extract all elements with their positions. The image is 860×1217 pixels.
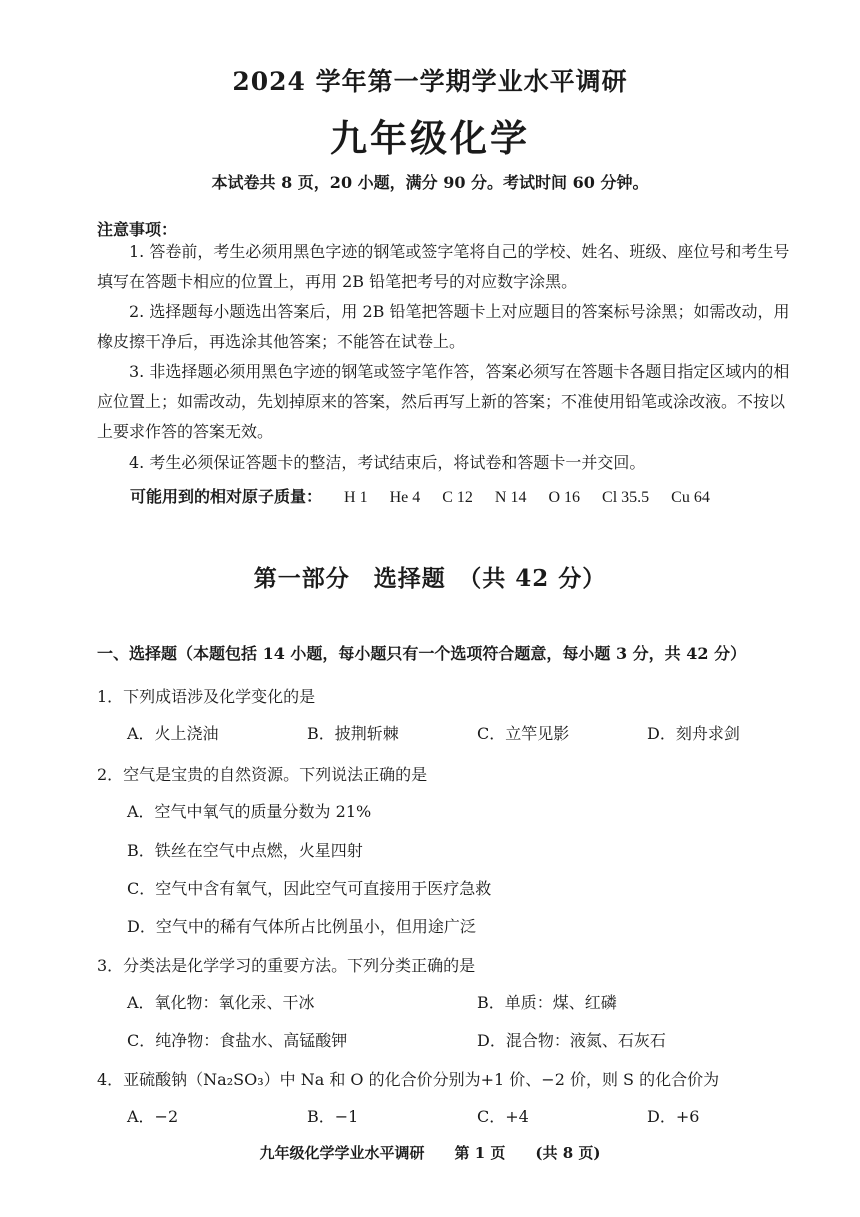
question-2-option-a: A．空气中氧气的质量分数为 21% bbox=[127, 802, 372, 821]
question-1-option-b: B．披荆斩棘 bbox=[307, 724, 399, 743]
note-item-4: 4. 考生必须保证答题卡的整洁，考试结束后，将试卷和答题卡一并交回。 bbox=[129, 453, 646, 472]
atomic-mass-h: H 1 bbox=[344, 489, 368, 506]
notes-heading: 注意事项： bbox=[97, 220, 178, 239]
question-4-option-a: A．−2 bbox=[127, 1107, 179, 1126]
exam-title-line1: 2024 学年第一学期学业水平调研 bbox=[232, 67, 628, 96]
question-1-option-a: A．火上浇油 bbox=[127, 724, 219, 743]
question-1-stem: 1．下列成语涉及化学变化的是 bbox=[97, 687, 316, 706]
note-item-2: 2. 选择题每小题选出答案后，用 2B 铅笔把答题卡上对应题目的答案标号涂黑；如需改动，用橡皮擦干净后，再选涂其他答案；不能答在试卷上。 bbox=[97, 302, 790, 351]
question-4-stem: 4．亚硫酸钠（Na₂SO₃）中 Na 和 O 的化合价分别为+1 价、−2 价，则 S 的化合价为 bbox=[97, 1070, 720, 1089]
question-1-option-d: D．刻舟求剑 bbox=[647, 724, 740, 743]
atomic-mass-o: O 16 bbox=[548, 489, 581, 506]
atomic-mass-he: He 4 bbox=[389, 489, 421, 506]
note-item-1: 1. 答卷前，考生必须用黑色字迹的钢笔或签字笔将自己的学校、姓名、班级、座位号和考生号填写在答题卡相应的位置上，再用 2B 铅笔把考号的对应数字涂黑。 bbox=[97, 242, 790, 291]
atomic-masses-label: 可能用到的相对原子质量： bbox=[130, 487, 323, 506]
note-item-3: 3. 非选择题必须用黑色字迹的钢笔或签字笔作答，答案必须写在答题卡各题目指定区域内的相应位置上；如需改动，先划掉原来的答案，然后再写上新的答案；不准使用铅笔或涂改液。不按以上要求作答的答案无效。 bbox=[97, 362, 790, 441]
question-3-option-b: B．单质：煤、红磷 bbox=[477, 993, 617, 1012]
question-2-option-b: B．铁丝在空气中点燃，火星四射 bbox=[127, 841, 363, 860]
atomic-masses bbox=[130, 484, 710, 507]
atomic-mass-n: N 14 bbox=[494, 489, 527, 506]
question-3-option-c: C．纯净物：食盐水、高锰酸钾 bbox=[127, 1031, 348, 1050]
part-title: 第一部分 选择题 （共 42 分） bbox=[253, 565, 607, 592]
question-2-option-c: C．空气中含有氧气，因此空气可直接用于医疗急救 bbox=[127, 879, 492, 898]
exam-info: 本试卷共 8 页，20 小题，满分 90 分。考试时间 60 分钟。 bbox=[211, 173, 649, 192]
question-3-option-d: D．混合物：液氮、石灰石 bbox=[477, 1031, 666, 1050]
question-3-option-a: A．氧化物：氧化汞、干冰 bbox=[127, 993, 315, 1012]
question-4-option-c: C．+4 bbox=[477, 1107, 529, 1126]
question-2-stem: 2．空气是宝贵的自然资源。下列说法正确的是 bbox=[97, 765, 428, 784]
question-1-option-c: C．立竿见影 bbox=[477, 724, 570, 743]
atomic-mass-c: C 12 bbox=[442, 489, 473, 506]
atomic-mass-cu: Cu 64 bbox=[671, 489, 710, 506]
question-4-option-b: B．−1 bbox=[307, 1107, 359, 1126]
atomic-mass-cl: Cl 35.5 bbox=[602, 489, 650, 506]
section-title: 一、选择题（本题包括 14 小题，每小题只有一个选项符合题意，每小题 3 分，共 42 分） bbox=[97, 644, 747, 663]
question-4-option-d: D．+6 bbox=[647, 1107, 700, 1126]
exam-title-subject: 九年级化学 bbox=[330, 116, 530, 160]
question-3-stem: 3．分类法是化学学习的重要方法。下列分类正确的是 bbox=[97, 956, 476, 975]
page-footer: 九年级化学学业水平调研 第 1 页 (共 8 页) bbox=[259, 1144, 601, 1162]
question-2-option-d: D．空气中的稀有气体所占比例虽小，但用途广泛 bbox=[127, 917, 476, 936]
